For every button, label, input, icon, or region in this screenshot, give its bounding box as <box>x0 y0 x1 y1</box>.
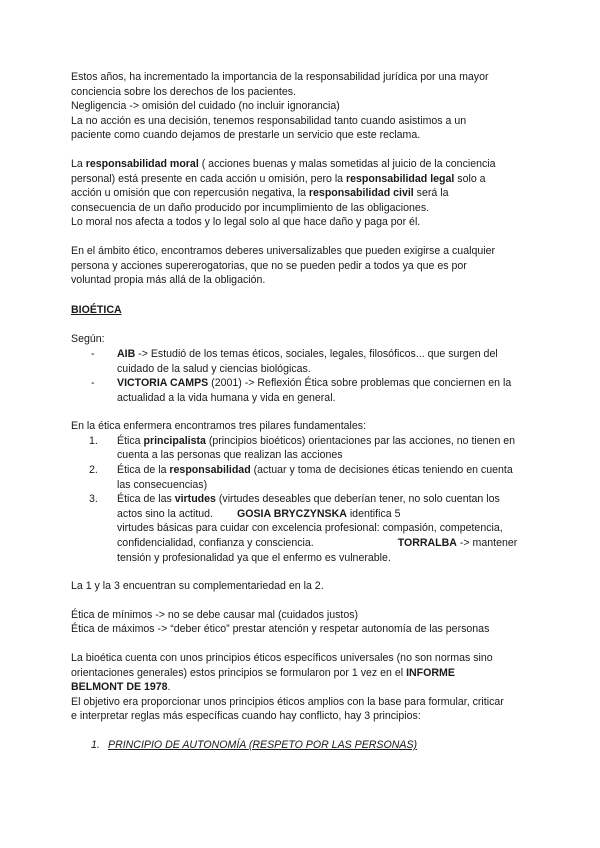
term-responsabilidad-moral: responsabilidad moral <box>85 157 199 170</box>
paragraph-responsabilidades: La responsabilidad moral ( acciones buenas y malas sometidas al juicio de la conciencia personal) está presente en cada acción u omisión, pero la responsabilidad legal solo a acción u omisión que con repercusión negativa, la responsabilidad civil será la consecuencia de un daño producido por incumplimiento de las obligaciones. Lo moral nos afecta a todos y lo legal solo al que hace daño y paga por él. <box>71 157 541 230</box>
pilares-list <box>71 434 541 565</box>
term-responsabilidad-civil: responsabilidad civil <box>308 187 414 200</box>
text-complementariedad: La 1 y la 3 encuentran su complementariedad en la 2. <box>71 580 324 593</box>
text-line: En el ámbito ético, encontramos deberes universalizables que pueden exigirse a cualquier <box>71 244 496 257</box>
list-item: - AIB -> Estudió de los temas éticos, sociales, legales, filosóficos... que surgen del cuidado de la salud y ciencias biológicas. <box>71 347 541 376</box>
term-belmont: BELMONT DE 1978 <box>71 681 168 694</box>
text-line: Negligencia -> omisión del cuidado (no incluir ignorancia) <box>71 100 340 113</box>
text-etica-maximos: Ética de máximos -> “deber ético” prestar atención y respetar autonomía de las personas <box>71 623 490 636</box>
text-segun: Según: <box>71 333 105 346</box>
list-item: - VICTORIA CAMPS (2001) -> Reflexión Ética sobre problemas que conciernen en la actualidad a la vida humana y vida en general. <box>71 376 541 405</box>
text-line: consecuencia de un daño producido por incumplimiento de las obligaciones. <box>71 201 430 214</box>
list-item: 3. Ética de las virtudes (virtudes deseables que deberían tener, no solo cuentan los actos sino la actitud. GOSIA BRYCZYNSKA identifica 5 virtudes básicas para cuidar con excelencia profesional: compasión, competencia, confidencialidad, confianza y consciencia. TORRALBA -> mantener tensión y profesionalidad ya que el enfermo es vulnerable. <box>89 493 518 564</box>
text-line: conciencia sobre los derechos de los pacientes. <box>71 85 296 98</box>
text-line: e interpretar reglas más específicas cuando hay conflicto, hay 3 principios: <box>71 710 421 723</box>
text-etica-minimos: Ética de mínimos -> no se debe causar mal (cuidados justos) <box>71 608 359 621</box>
document-page <box>71 70 541 753</box>
section-title-bioetica: BIOÉTICA <box>71 303 122 316</box>
term-responsabilidad-legal: responsabilidad legal <box>346 172 455 185</box>
text-line: La bioética cuenta con unos principios éticos específicos universales (no son normas sino <box>71 652 493 664</box>
paragraph-ambito-etico <box>71 244 541 288</box>
text-line: El objetivo era proporcionar unos principios éticos amplios con la base para formular, criticar <box>71 695 504 708</box>
text-line: paciente como cuando dejamos de prestarle un servicio que este reclama. <box>71 129 421 142</box>
heading-principio-autonomia: 1. PRINCIPIO DE AUTONOMÍA (RESPETO POR LAS PERSONAS) <box>91 738 418 751</box>
text-pilares-intro: En la ética enfermera encontramos tres pilares fundamentales: <box>71 420 367 433</box>
text-line: voluntad propia más allá de la obligación. <box>71 274 266 287</box>
paragraph-principios: La bioética cuenta con unos principios éticos específicos universales (no son normas sino orientaciones generales) estos principios se formularon por 1 vez en el INFORME BELMONT DE 1978. El objetivo era proporcionar unos principios éticos amplios con la base para formular, criticar e interpretar reglas más específicas cuando hay conflicto, hay 3 principios: <box>71 651 541 724</box>
text-line: La no acción es una decisión, tenemos responsabilidad tanto cuando asistimos a un <box>71 114 467 127</box>
text-line: persona y acciones supererogatorias, que no se pueden pedir a todos ya que es por <box>71 259 467 272</box>
paragraph-responsabilidad-juridica <box>71 70 541 143</box>
term-informe: INFORME <box>406 666 455 679</box>
list-item: 1. Ética principalista (principios bioéticos) orientaciones par las acciones, no tienen en cuenta a las personas que realizan las acciones <box>89 434 516 462</box>
definitions-list <box>71 347 541 405</box>
text-line: Lo moral nos afecta a todos y lo legal solo al que hace daño y paga por él. <box>71 216 421 229</box>
text-line: Estos años, ha incrementado la importancia de la responsabilidad jurídica por una mayor <box>71 71 489 83</box>
list-item: 2. Ética de la responsabilidad (actuar y toma de decisiones éticas teniendo en cuenta las consecuencias) <box>89 464 513 491</box>
